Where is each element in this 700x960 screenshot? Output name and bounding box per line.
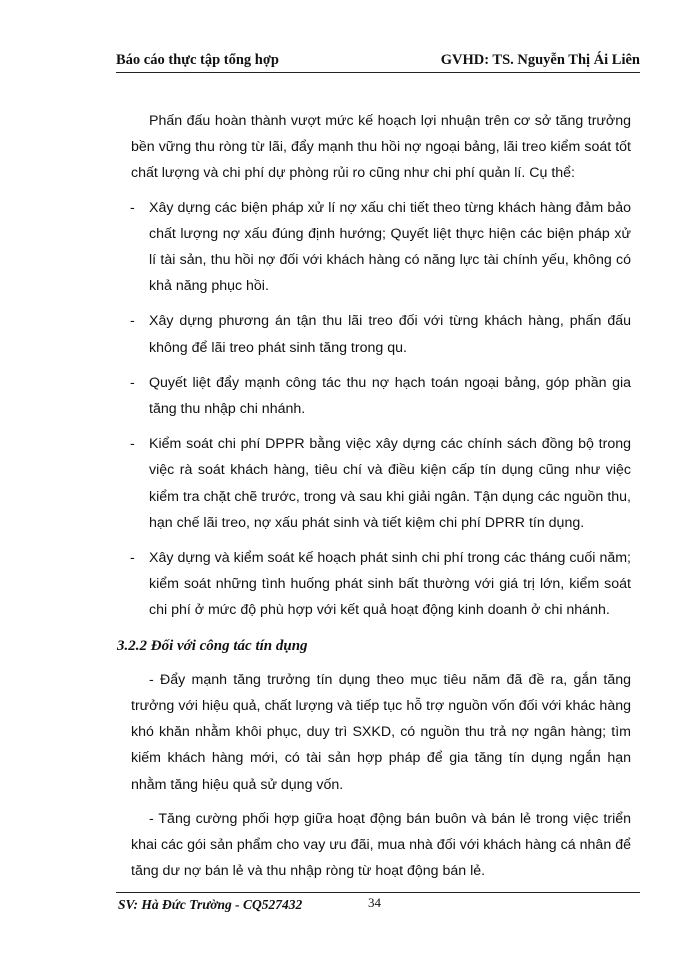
bullet-list: [131, 195, 631, 624]
list-item: [131, 370, 631, 422]
list-item: [131, 545, 631, 624]
page-number: 34: [368, 895, 381, 910]
student-info: SV: Hà Đức Trường - CQ527432: [118, 897, 303, 912]
page-header: [116, 50, 640, 73]
bullet-dash: -: [130, 199, 135, 216]
list-item: [131, 308, 631, 360]
list-item-text: Quyết liệt đẩy mạnh công tác thu nợ hạch toán ngoại bảng, góp phần gia tăng thu nhập chi nhánh.: [149, 374, 631, 418]
supervisor-name: GVHD: TS. Nguyễn Thị Ái Liên: [440, 52, 640, 68]
bullet-dash: -: [130, 374, 135, 391]
list-item-text: Kiểm soát chi phí DPPR bằng việc xây dựng các chính sách đồng bộ trong việc rà soát khách hàng, tiêu chí và điều kiện cấp tín dụng cũng như việc kiểm tra chặt chẽ trước, trong và sau khi giải ngân. Tận dụng các nguồn thu, hạn chế lãi treo, nợ xấu phát sinh và tiết kiệm chi phí DPRR tín dụng.: [149, 436, 631, 531]
intro-paragraph: Phấn đấu hoàn thành vượt mức kế hoạch lợi nhuận trên cơ sở tăng trưởng bền vững thu ròng từ lãi, đẩy mạnh thu hồi nợ ngoại bảng, lãi treo kiểm soát tốt chất lượng và chi phí dự phòng rủi ro cũng như chi phí quản lí. Cụ thể:: [131, 113, 631, 182]
section-paragraph: - Đẩy mạnh tăng trưởng tín dụng theo mục tiêu năm đã đề ra, gắn tăng trưởng với hiệu quả, chất lượng và tiếp tục hỗ trợ nguồn vốn đối với khác hàng khó khăn nhằm khôi phục, duy trì SXKD, có nguồn thu trả nợ ngân hàng; tìm kiếm khách hàng mới, có tài sản hợp pháp để gia tăng tín dụng ngắn hạn nhằm tăng hiệu quả sử dụng vốn.: [131, 671, 631, 793]
bullet-dash: -: [130, 313, 135, 330]
section-paragraph: - Tăng cường phối hợp giữa hoạt động bán buôn và bán lẻ trong việc triển khai các gói sản phẩm cho vay ưu đãi, mua nhà đối với khách hàng cá nhân để tăng dư nợ bán lẻ và thu nhập ròng từ hoạt động bán lẻ.: [131, 810, 631, 880]
bullet-dash: -: [130, 550, 135, 567]
list-item: [131, 195, 631, 300]
page-body: [117, 108, 631, 892]
list-item: [131, 431, 631, 536]
list-item-text: Xây dựng các biện pháp xử lí nợ xấu chi tiết theo từng khách hàng đảm bảo chất lượng nợ xấu đúng định hướng; Quyết liệt thực hiện các biện pháp xử lí tài sản, thu hồi nợ đối với khách hàng có năng lực tài chính yếu, không có khả năng phục hồi.: [149, 199, 631, 295]
report-title: Báo cáo thực tập tổng hợp: [116, 52, 279, 68]
bullet-dash: -: [130, 436, 135, 453]
footer-divider: [116, 892, 640, 893]
list-item-text: Xây dựng và kiểm soát kế hoạch phát sinh chi phí trong các tháng cuối năm; kiểm soát những tình huống phát sinh bất thường với giá trị lớn, kiểm soát chi phí ở mức độ phù hợp với kết quả hoạt động kinh doanh ở chi nhánh.: [149, 550, 631, 619]
list-item-text: Xây dựng phương án tận thu lãi treo đối với từng khách hàng, phấn đấu không để lãi treo phát sinh tăng trong qu.: [149, 313, 631, 356]
section-heading: 3.2.2 Đối với công tác tín dụng: [117, 637, 308, 654]
